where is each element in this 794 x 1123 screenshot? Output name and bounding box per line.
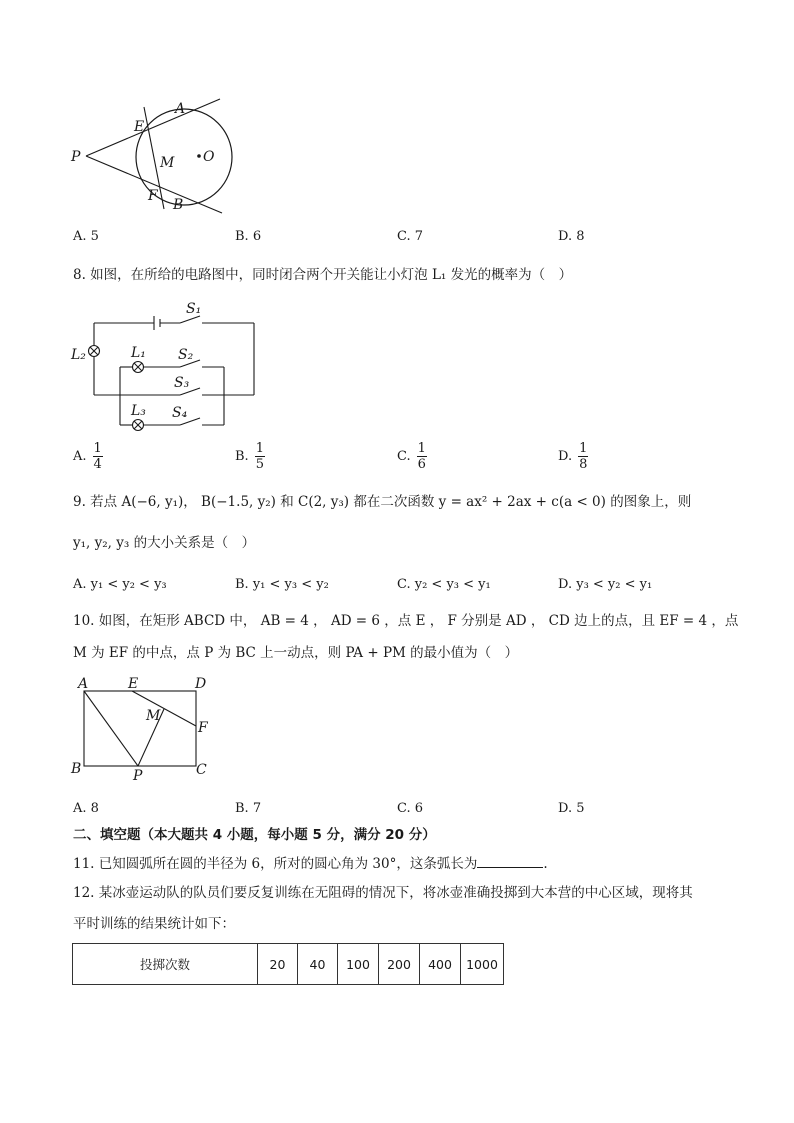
label-m: M xyxy=(160,155,175,171)
segment-ef xyxy=(132,691,196,726)
center-dot xyxy=(197,154,201,158)
q8-option-d[interactable] xyxy=(558,441,588,472)
table-cell: 400 xyxy=(420,944,461,985)
q8-option-b[interactable] xyxy=(235,441,265,472)
label-s4: S₄ xyxy=(172,405,188,421)
label-b: B xyxy=(71,761,82,777)
q10-stem-line1: 10. 如图，在矩形 ABCD 中， AB = 4 ， AD = 6 ，点 E ， F 分别是 AD ， CD 边上的点，且 EF = 4 ，点 xyxy=(73,613,739,629)
q7-option-a[interactable]: A. 5 xyxy=(73,229,99,244)
q10-option-b[interactable]: B. 7 xyxy=(235,801,262,816)
q8-option-a[interactable] xyxy=(73,441,103,472)
section-heading: 二、填空题（本大题共 4 小题，每小题 5 分，满分 20 分） xyxy=(73,827,436,843)
lamp-l1-icon xyxy=(133,362,144,373)
table-cell: 40 xyxy=(298,944,338,985)
answer-blank[interactable] xyxy=(477,853,543,868)
q10-option-a[interactable]: A. 8 xyxy=(73,801,99,816)
q8-circuit-figure xyxy=(68,297,268,437)
option-letter: D. xyxy=(558,449,573,464)
q11-text: 11. 已知圆弧所在圆的半径为 6，所对的圆心角为 30°，这条弧长为 xyxy=(73,856,478,872)
fraction: $\frac{1}{6}$ xyxy=(417,441,426,472)
label-m: M xyxy=(146,708,161,724)
label-l2: L₂ xyxy=(71,347,86,363)
label-l1: L₁ xyxy=(131,345,146,361)
label-s2: S₂ xyxy=(178,347,194,363)
q9-option-d[interactable]: D. y₃ < y₂ < y₁ xyxy=(558,577,653,592)
q12-stem-line2: 平时训练的结果统计如下： xyxy=(73,916,235,932)
table-cell: 100 xyxy=(338,944,379,985)
label-s3: S₃ xyxy=(174,375,190,391)
label-e: E xyxy=(128,676,139,692)
label-f: F xyxy=(198,720,208,736)
fraction: $\frac{1}{8}$ xyxy=(579,441,588,472)
label-p: P xyxy=(71,149,81,165)
q9-stem-line1: 9. 若点 A(−6, y₁)， B(−1.5, y₂) 和 C(2, y₃) 都在二次函数 y = ax² + 2ax + c(a < 0) 的图象上，则 xyxy=(73,494,692,510)
q12-table xyxy=(72,943,504,985)
q7-option-d[interactable]: D. 8 xyxy=(558,229,585,244)
q8-stem: 8. 如图，在所给的电路图中，同时闭合两个开关能让小灯泡 L₁ 发光的概率为（ ） xyxy=(73,267,573,283)
q10-option-d[interactable]: D. 5 xyxy=(558,801,585,816)
fraction: $\frac{1}{5}$ xyxy=(255,441,264,472)
table-header-cell: 投掷次数 xyxy=(73,944,258,985)
label-a: A xyxy=(175,101,186,117)
table-row xyxy=(73,944,504,985)
label-s1: S₁ xyxy=(186,301,202,317)
label-o: O xyxy=(203,149,215,165)
q12-stem-line1: 12. 某冰壶运动队的队员们要反复训练在无阻碍的情况下，将冰壶准确投掷到大本营的中心区域，现将其 xyxy=(73,885,693,901)
q10-rectangle-figure xyxy=(66,674,226,784)
q9-option-c[interactable]: C. y₂ < y₃ < y₁ xyxy=(397,577,491,592)
option-letter: B. xyxy=(235,449,249,464)
q11-stem xyxy=(73,853,548,874)
table-cell: 200 xyxy=(379,944,420,985)
q11-end: . xyxy=(543,856,548,872)
q7-option-c[interactable]: C. 7 xyxy=(397,229,424,244)
q9-stem-line2: y₁, y₂, y₃ 的大小关系是（ ） xyxy=(73,535,256,551)
label-f: F xyxy=(148,188,158,204)
label-d: D xyxy=(195,676,207,692)
label-e: E xyxy=(134,119,145,135)
table-cell: 1000 xyxy=(461,944,504,985)
label-a: A xyxy=(78,676,89,692)
label-b: B xyxy=(173,197,184,213)
fraction: $\frac{1}{4}$ xyxy=(93,441,102,472)
q9-option-a[interactable]: A. y₁ < y₂ < y₃ xyxy=(73,577,167,592)
table-cell: 20 xyxy=(258,944,298,985)
q9-option-b[interactable]: B. y₁ < y₃ < y₂ xyxy=(235,577,329,592)
label-l3: L₃ xyxy=(131,403,146,419)
segment-ap xyxy=(84,691,138,766)
q10-stem-line2: M 为 EF 的中点，点 P 为 BC 上一动点，则 PA + PM 的最小值为（ ） xyxy=(73,645,519,661)
q7-figure xyxy=(60,95,260,220)
rectangle-abcd xyxy=(84,691,196,766)
q10-option-c[interactable]: C. 6 xyxy=(397,801,424,816)
lamp-l2-icon xyxy=(89,346,100,357)
label-p: P xyxy=(133,768,143,784)
tangent-pb xyxy=(86,156,222,213)
tangent-pa xyxy=(86,99,220,156)
lamp-l3-icon xyxy=(133,420,144,431)
option-letter: A. xyxy=(73,449,87,464)
option-letter: C. xyxy=(397,449,411,464)
q8-option-c[interactable] xyxy=(397,441,427,472)
label-c: C xyxy=(196,762,207,778)
q7-option-b[interactable]: B. 6 xyxy=(235,229,262,244)
